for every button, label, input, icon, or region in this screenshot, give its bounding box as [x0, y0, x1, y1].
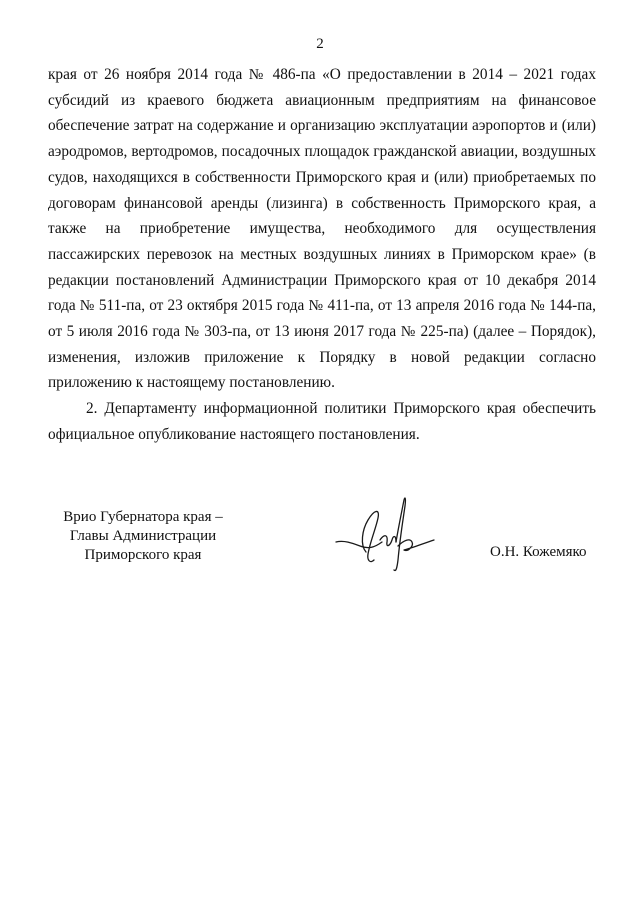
signatory-title-line-1: Врио Губернатора края –	[63, 509, 223, 525]
paragraph-1: края от 26 ноября 2014 года № 486-па «О предоставлении в 2014 – 2021 годах субсидий из краевого бюджета авиационным предприятиям на финансовое обеспечение затрат на содержание и организацию эксплуатации аэропортов и (или) аэродромов, вертодромов, посадочных площадок гражданской авиации, воздушных судов, находящихся в собственности Приморского края и (или) приобретаемых по договорам финансовой аренды (лизинга) в собственность Приморского края, а также на приобретение имущества, необходимого для осуществления пассажирских перевозок на местных воздушных линиях в Приморском крае» (в редакции постановлений Администрации Приморского края от 10 декабря 2014 года № 511-па, от 23 октября 2015 года № 411-па, от 13 апреля 2016 года № 144-па, от 5 июля 2016 года № 303-па, от 13 июня 2017 года № 225-па) (далее – Порядок), изменения, изложив приложение к Порядку в новой редакции согласно приложению к настоящему постановлению.	[48, 66, 596, 392]
signatory-title-line-3: Приморского края	[84, 547, 202, 563]
signatory-name: О.Н. Кожемяко	[490, 544, 587, 560]
handwritten-signature	[330, 490, 440, 575]
signatory-title	[48, 508, 238, 565]
signatory-title-line-2: Главы Администрации	[69, 528, 217, 544]
paragraph-2: 2. Департаменту информационной политики Приморского края обеспечить официальное опубликование настоящего постановления.	[48, 400, 596, 443]
document-body	[48, 62, 596, 448]
page-number: 2	[316, 36, 324, 52]
